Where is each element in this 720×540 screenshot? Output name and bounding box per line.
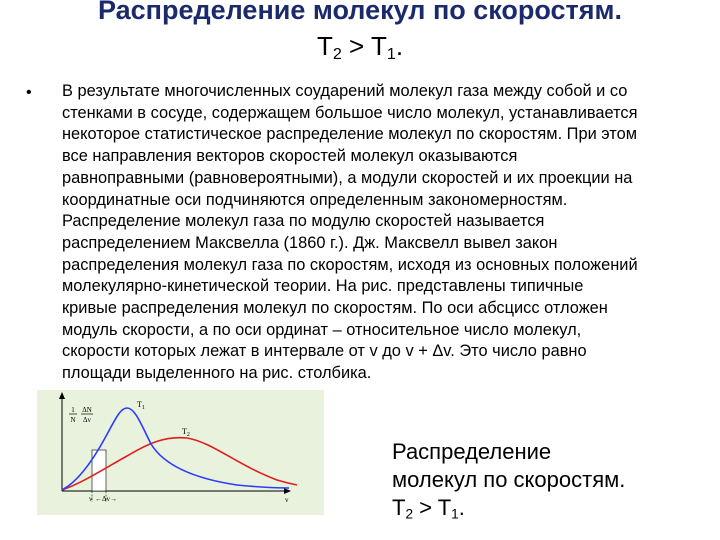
x-axis-label: v <box>285 496 289 504</box>
x-axis-arrow <box>284 488 291 494</box>
body-line: стенками в сосуде, содержащем большое число молекул, устанавливается <box>62 103 638 122</box>
body-line: распределением Максвелла (1860 г.). Дж. Максвелл вывел закон <box>62 233 558 252</box>
body-paragraph <box>62 81 702 385</box>
caption-line-3: $T_2 > T_1$. <box>392 495 465 522</box>
dv-marker: ←Δv→ <box>95 495 118 503</box>
slide-title <box>0 0 720 70</box>
body-line: В результате многочисленных соударений молекул газа между собой и со <box>62 82 628 100</box>
caption-line-2: молекул по скоростям. <box>392 467 626 492</box>
body-line: модуль скорости, а по оси ординат – относительное число молекул, <box>62 320 582 339</box>
ylabel-delta-n: ΔN <box>82 406 92 414</box>
diagram-canvas <box>37 390 324 515</box>
title-line-1: Распределение молекул по скоростям. <box>97 0 623 25</box>
curve-t2-label: $T_2$ <box>182 427 190 438</box>
curve-t1-label: $T_1$ <box>137 400 145 411</box>
body-line: распределения молекул газа по скоростям, исходя из основных положений <box>62 255 638 274</box>
body-line: площади выделенного на рис. столбика. <box>62 364 372 383</box>
body-line: скорости которых лежат в интервале от v до v + Δv. Это число равно <box>62 342 587 361</box>
ylabel-one: 1 <box>71 406 75 414</box>
y-axis-arrow <box>59 392 65 399</box>
bullet-marker: • <box>26 84 32 101</box>
body-line: молекулярно-кинетической теории. На рис. представлены типичные <box>62 277 584 296</box>
v-marker: v <box>89 495 93 503</box>
caption-line-1: Распределение <box>392 439 552 464</box>
body-line: Распределение молекул газа по модулю скоростей называется <box>62 212 545 231</box>
title-line-2: $T_2 > T_1$. <box>316 31 404 64</box>
ylabel-n: N <box>70 416 76 424</box>
figure-caption <box>392 438 625 528</box>
body-line: кривые распределения молекул по скоростям. По оси абсцисс отложен <box>62 299 608 318</box>
body-line: координатные оси подчиняются определенным закономерностям. <box>62 190 568 209</box>
body-line: равноправными (равновероятными), а модули скоростей и их проекции на <box>62 168 633 187</box>
ylabel-delta-v: Δv <box>82 416 92 424</box>
maxwell-distribution-diagram <box>37 390 324 515</box>
body-line: все направления векторов скоростей молекул оказываются <box>62 147 518 166</box>
body-line: некоторое статистическое распределение молекул по скоростям. При этом <box>62 125 637 144</box>
